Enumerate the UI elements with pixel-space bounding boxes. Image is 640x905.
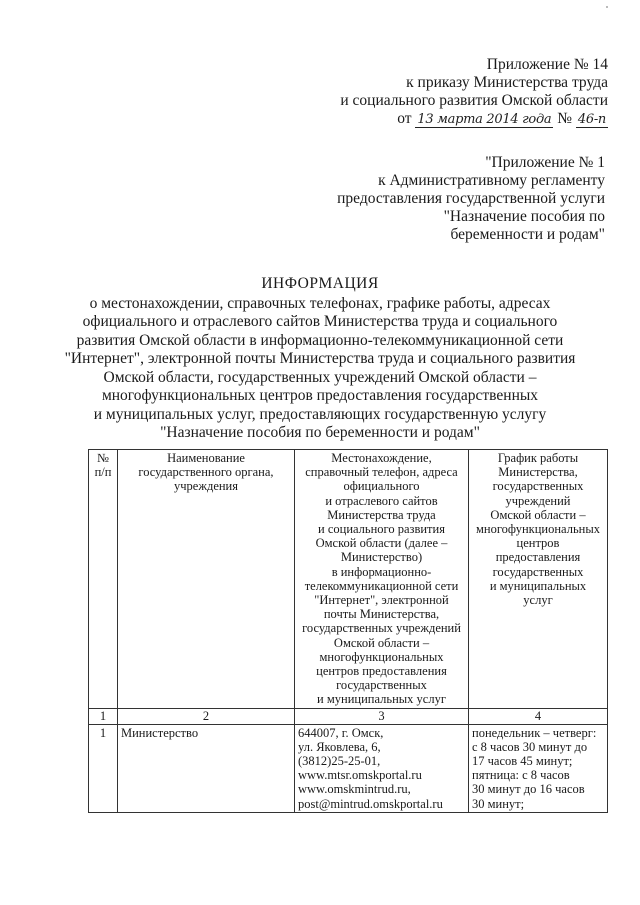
regulation-appendix-line5: беременности и родам" xyxy=(450,226,605,243)
row-number: 1 xyxy=(89,724,118,812)
header-text: "Интернет", электронной xyxy=(314,593,449,608)
title-heading: ИНФОРМАЦИЯ xyxy=(261,275,379,292)
header-text: Омской области – xyxy=(490,507,586,522)
title-line: Омской области, государственных учреждений Омской области – xyxy=(103,368,537,386)
column-number: 2 xyxy=(118,708,295,724)
number-label: № xyxy=(557,110,573,127)
order-appendix-line2: к приказу Министерства труда xyxy=(406,74,608,91)
title-line: "Интернет", электронной почты Министерства труда и социального развития xyxy=(64,350,576,367)
regulation-appendix-line2: к Административному регламенту xyxy=(378,172,605,189)
header-text: предоставления xyxy=(495,550,581,565)
header-text: центров xyxy=(516,536,560,551)
header-text: центров предоставления xyxy=(316,664,447,679)
order-date-number-line xyxy=(340,110,608,129)
table-header-row xyxy=(89,450,608,709)
column-number-row xyxy=(89,708,608,724)
header-text: в информационно- xyxy=(331,564,432,579)
header-text: Министерства труда xyxy=(327,507,436,522)
schedule-line: пятница: с 8 часов xyxy=(472,768,570,783)
column-number: 1 xyxy=(89,708,118,724)
header-text: телекоммуникационной сети xyxy=(304,578,459,593)
order-date-handwritten: 13 марта 2014 года xyxy=(417,112,552,127)
info-table xyxy=(88,449,608,813)
header-col-number xyxy=(89,450,118,709)
address-line: (3812)25-25-01, xyxy=(298,754,381,769)
header-text: учреждений xyxy=(505,493,571,508)
header-text: почты Министерства, xyxy=(323,607,440,622)
header-text: Министерство) xyxy=(340,550,423,565)
column-number: 3 xyxy=(295,708,469,724)
header-col-schedule xyxy=(469,450,608,709)
row-name: Министерство xyxy=(118,724,295,812)
header-text: государственных xyxy=(492,479,584,494)
title-line: развития Омской области в информационно-телекоммуникационной сети xyxy=(76,331,564,349)
title-line: о местонахождении, справочных телефонах, графике работы, адресах xyxy=(89,294,551,312)
schedule-line: понедельник – четверг: xyxy=(472,725,597,740)
schedule-line: с 8 часов 30 минут до xyxy=(472,739,588,754)
order-appendix xyxy=(340,56,608,129)
regulation-appendix-line3: предоставления государственной услуги xyxy=(337,190,605,207)
column-number: 4 xyxy=(469,708,608,724)
scan-dot xyxy=(606,6,608,8)
address-line: ул. Яковлева, 6, xyxy=(298,739,381,754)
row-address xyxy=(295,724,469,812)
header-text: Местонахождение, xyxy=(331,451,432,465)
header-text: государственных учреждений xyxy=(302,621,461,636)
header-text: Министерства, xyxy=(498,465,578,480)
schedule-line: 30 минут до 16 часов xyxy=(472,782,585,797)
schedule-line: 30 минут; xyxy=(472,796,525,811)
header-col-location xyxy=(295,450,469,709)
regulation-appendix-line4: "Назначение пособия по xyxy=(443,208,605,225)
header-text: услуг xyxy=(523,593,553,608)
from-label: от xyxy=(397,110,412,127)
header-text: и муниципальных услуг xyxy=(317,692,446,707)
header-text: Наименование xyxy=(167,451,245,465)
header-text: и муниципальных xyxy=(489,578,587,593)
table-row xyxy=(89,724,608,812)
header-text: и отраслевого сайтов xyxy=(325,493,438,508)
header-text: официального xyxy=(343,479,420,494)
address-line: www.omskmintrud.ru, xyxy=(298,782,411,797)
title-line: "Назначение пособия по беременности и родам" xyxy=(160,424,480,441)
order-appendix-line1: Приложение № 14 xyxy=(486,56,608,73)
regulation-appendix xyxy=(337,154,605,244)
title-line: многофункциональных центров предоставления государственных xyxy=(101,387,539,404)
header-text: многофункциональных xyxy=(476,522,600,537)
header-text: государственного органа, xyxy=(138,465,274,480)
address-line: post@mintrud.omskportal.ru xyxy=(298,796,443,811)
header-col-name xyxy=(118,450,295,709)
header-text: Омской области (далее – xyxy=(315,536,448,551)
header-text: и социального развития xyxy=(318,522,445,537)
header-text: График работы xyxy=(497,451,579,465)
header-text: государственных xyxy=(336,678,427,693)
header-text: государственных xyxy=(492,564,584,579)
header-text: п/п xyxy=(94,465,112,480)
address-line: www.mtsr.omskportal.ru xyxy=(298,768,422,783)
header-text: № xyxy=(97,451,109,465)
order-appendix-line3: и социального развития Омской области xyxy=(340,92,608,109)
address-line: 644007, г. Омск, xyxy=(298,725,384,740)
row-schedule xyxy=(469,724,608,812)
title-line: официального и отраслевого сайтов Министерства труда и социального xyxy=(82,313,558,330)
order-number-handwritten: 46-п xyxy=(577,112,606,127)
header-text: справочный телефон, адреса xyxy=(305,465,458,480)
regulation-appendix-line1: "Приложение № 1 xyxy=(485,154,605,171)
header-text: многофункциональных xyxy=(319,649,444,664)
header-text: Омской области – xyxy=(333,635,430,650)
document-title xyxy=(60,275,580,443)
schedule-line: 17 часов 45 минут; xyxy=(472,754,573,769)
header-text: учреждения xyxy=(173,479,238,494)
title-line: и муниципальных услуг, предоставляющих государственную услугу xyxy=(93,405,547,423)
